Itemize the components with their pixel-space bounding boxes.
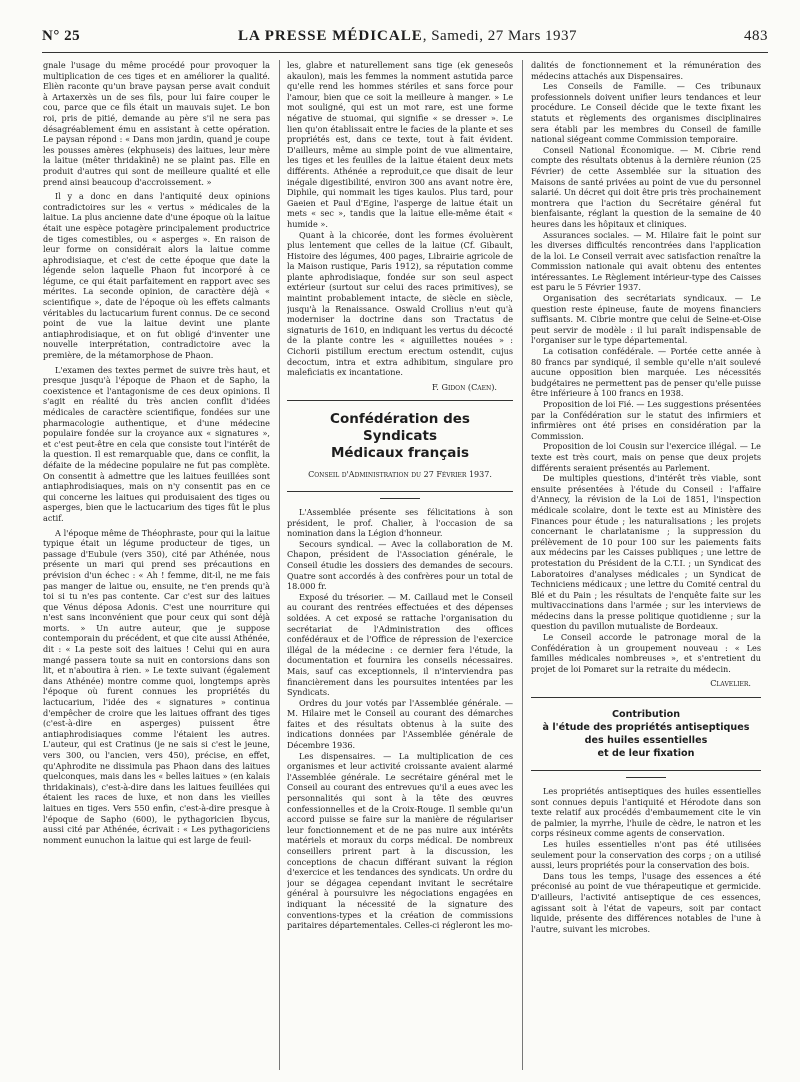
paragraph: Secours syndical. — Avec la collaboration de M. Chapon, président de l'Association générale, le Conseil étudie les dossiers des demandes de secours. Quatre sont accordés à des confrères pour un total de 18.000 fr.	[287, 538, 513, 592]
paragraph: Les huiles essentielles n'ont pas été utilisées seulement pour la conservation des corps ; on a utilisé aussi, leurs propriétés pour la conservation des bois.	[531, 839, 761, 871]
short-rule	[380, 498, 420, 499]
issue-date: , Samedi, 27 Mars 1937	[422, 28, 578, 44]
section-subtitle: Conseil d'Administration du 27 Février 1937.	[308, 470, 492, 480]
article-title	[536, 708, 756, 760]
article-heading-box	[531, 697, 761, 771]
paragraph: Proposition de loi Fié. — Les suggestions présentées par la Confédération sur le statut des infirmiers et infirmières ont été prises en considération par la Commission.	[531, 399, 761, 441]
paragraph: Il y a donc en dans l'antiquité deux opinions contradictoires sur les « vertus » médicales de la laitue. La plus ancienne date d'une époque où la laitue était une espèce potagère principalement productrice de tiges comestibles, ou « asperges ». En raison de leur forme on considérait alors la laitue comme aphrodisiaque, et c'est de cette époque que date la légende selon laquelle Phaon fut incorporé à ce légume, ce qui était parfaitement en rapport avec ses mérites. La seconde opinion, de caractère déjà « scientifique », date de l'époque où les effets calmants véritables du lactucarium furent connus. De ce second point de vue la laitue devint une plante antiaphrodisiaque, et on fut obligé d'inventer une nouvelle interprétation, contradictoire avec la première, de la métamorphose de Phaon.	[43, 191, 270, 361]
column-rule-right	[522, 60, 523, 1070]
article-title-line-3: des huiles essentielles	[584, 735, 708, 747]
article-signature: Clavelier.	[710, 678, 751, 689]
paragraph: Assurances sociales. — M. Hilaire fait le point sur les diverses difficultés rencontrées dans l'application de la loi. Le Conseil verrait avec satisfaction renaître la Commission nationale qui avait obtenu des ententes intéressantes. Le Règlement intérieur-type des Caisses est paru le 5 Février 1937.	[531, 229, 761, 293]
section-title-line-1: Confédération des Syndicats	[330, 411, 470, 445]
issue-number: N° 25	[42, 28, 81, 44]
paragraph: Le Conseil accorde le patronage moral de la Confédération à un groupement nouveau : « Les familles médicales nombreuses », et s'entretient du projet de loi Pomaret sur la retraite du médecin.	[531, 632, 761, 674]
article-title-line-4: et de leur fixation	[597, 748, 695, 760]
section-title-line-2: Médicaux français	[330, 445, 470, 462]
paragraph: Ordres du jour votés par l'Assemblée générale. — M. Hilaire met le Conseil au courant des démarches faites et des résultats obtenus à la suite des indications données par l'Assemblée générale de Décembre 1936.	[287, 697, 513, 751]
running-header	[42, 28, 768, 53]
journal-title: LA PRESSE MÉDICALE	[238, 28, 423, 44]
paragraph: Conseil National Économique. — M. Cibrie rend compte des résultats obtenus à la dernière réunion (25 Février) de cette Assemblée sur la situation des Maisons de santé privées au point de vue du personnel salarié. Un décret qui doit être pris très prochainement montrera que l'action du Secrétaire général fut bienfaisante, réglant la question de la semaine de 40 heures dans les hôpitaux et cliniques.	[531, 144, 761, 229]
paragraph: Dans tous les temps, l'usage des essences a été préconisé au point de vue thérapeutique et germicide. D'ailleurs, l'activité antiseptique de ces essences, agissant soit à l'état de vapeurs, soit par contact liquide, présente des différences notables de l'une à l'autre, suivant les microbes.	[531, 870, 761, 934]
article-title-line-2: à l'étude des propriétés antiseptiques	[542, 722, 750, 734]
paragraph: De multiples questions, d'intérêt très viable, sont ensuite présentées à l'étude du Conseil : l'affaire d'Annecy, la révision de la Loi de 1851, l'inspection médicale scolaire, dont le texte est au Ministère des Finances pour étude ; les naturalisations ; les projets concernant le charlatanisme ; la suppression du prélèvement de 10 pour 100 sur les paiements faits aux médecins par les Caisses publiques ; une lettre de protestation du Président de la C.T.I. ; un Syndicat des Laboratoires d'analyses médicales ; un Syndicat de Techniciens médicaux ; une lettre du Comité central du Blé et du Pain ; les résultats de l'enquête faite sur les multivaccinations dans l'armée ; sur les interviews de médecins dans la presse politique quotidienne ; sur la question du pavillon mutualiste de Bordeaux.	[531, 473, 761, 632]
paragraph: Organisation des secrétariats syndicaux. — Le question reste épineuse, faute de moyens financiers suffisants. M. Cibrie montre que celui de Seine-et-Oise peut servir de modèle : il lui paraît indispensable de l'organiser sur le type départemental.	[531, 293, 761, 346]
paragraph: La cotisation confédérale. — Portée cette année à 80 francs par syndiqué, il semble qu'elle n'ait soulevé aucune opposition bien marquée. Les nécessités budgétaires ne permettent pas de penser qu'elle puisse être inférieure à 100 francs en 1938.	[531, 346, 761, 399]
column-rule-left	[279, 60, 280, 1070]
paragraph: Exposé du trésorier. — M. Caillaud met le Conseil au courant des rentrées effectuées et des dépenses soldées. A cet exposé se rattache l'organisation du secrétariat de l'Administration des offices confédéraux et de l'Office de répression de l'exercice illégal de la médecine : ce dernier fera l'étude, la documentation et fournira les conseils nécessaires. Mais, sauf cas exceptionnels, il n'interviendra pas financièrement dans les poursuites intentées par les Syndicats.	[287, 591, 513, 698]
column-2	[287, 60, 513, 1070]
column-1	[43, 60, 270, 1070]
column-3	[531, 60, 761, 1070]
journal-title-line	[238, 28, 577, 45]
paragraph: Proposition de loi Cousin sur l'exercice illégal. — Le texte est très court, mais on pense que deux projets différents seraient présentés au Parlement.	[531, 441, 761, 473]
paragraph: Les dispensaires. — La multiplication de ces organismes et leur activité croissante avaient alarmé l'Assemblée générale. Le secrétaire général met le Conseil au courant des entrevues qu'il a eues avec les personnalités qui sont à la tête des œuvres confessionnelles et de la Croix-Rouge. Il semble qu'un accord puisse se faire sur la manière de régulariser leur fonctionnement et de ne pas nuire aux intérêts matériels et moraux du corps médical. De nombreux conseillers prirent part à la discussion, les conceptions de chacun différant suivant la région d'exercice et les tendances des syndicats. Un ordre du jour se dégagea cependant invitant le secrétaire général à poursuivre les négociations engagées en indiquant la nécessité de la signature des conventions-types et la création de commissions paritaires départementales. Celles-ci régleront les mo-	[287, 750, 513, 931]
paragraph: Les Conseils de Famille. — Ces tribunaux professionnels doivent unifier leurs tendances et leur procédure. Le Conseil décide que le texte fixant les statuts et règlements des organismes disciplinaires sera établi par les membres du Conseil de famille national siégeant comme Commission temporaire.	[531, 81, 761, 145]
paragraph: les, glabre et naturellement sans tige (ek geneseôs akaulon), mais les femmes la nomment astutida parce qu'elle rend les hommes stériles et sans force pour l'amour, bien que ce soit la meilleure à manger. » Le mot souligné, qui est un mot rare, est une forme négative de stuomai, qui signifie « se dresser ». Le lien qu'on établissait entre le facies de la plante et ses propriétés est, dans ce texte, tout à fait évident. D'ailleurs, même au simple point de vue alimentaire, les tiges et les feuilles de la laitue étaient deux mets différents. Athénée a reproduit,ce que disait de leur inégale digestibilité, environ 300 ans avant notre ère, Diphile, qui nommait les tiges kaulos. Plus tard, pour Gaeien et Paul d'Egine, l'asperge de laitue était un mets « sec », tandis que la laitue elle-même était « humide ».	[287, 60, 513, 229]
paragraph: dalités de fonctionnement et la rémunération des médecins attachés aux Dispensaires.	[531, 60, 761, 81]
section-heading-box	[287, 400, 513, 492]
paragraph: L'examen des textes permet de suivre très haut, et presque jusqu'à l'époque de Phaon et de Sapho, la coexistence et l'antagonisme de ces deux opinions. Il s'agit en réalité du très ancien conflit d'idées médicales de caractère scientifique, fondées sur une pharmacologie authentique, et d'une médecine populaire fondée sur la croyance aux « signatures », et c'est peut-être en cela que consiste tout l'intérêt de la question. Il est remarquable que, dans ce conflit, la défaite de la médecine populaire ne fut pas complète. On consentit à admettre que les laitues feuillées sont antiaphrodisiaques, mais on n'y consentit pas en ce qui concerne les laitues qui produisaient des tiges ou asperges, bien que le lactucarium des tiges fût le plus actif.	[43, 364, 270, 523]
short-rule	[626, 777, 666, 778]
page-number: 483	[744, 28, 768, 44]
section-title	[292, 411, 508, 462]
article-signature: F. Gidon (Caen).	[431, 381, 497, 392]
paragraph: Quant à la chicorée, dont les formes évoluèrent plus lentement que celles de la laitue (Cf. Gibault, Histoire des légumes, 400 pages, Librairie agricole de la Maison rustique, Paris 1912), sa réputation comme plante aphrodisiaque, fondée sur son seul aspect extérieur (surtout sur celui des races primitives), se maintint probablement intacte, de siècle en siècle, jusqu'à la Renaissance. Oswald Crollius n'eut qu'à moderniser la doctrine dans son Tractatus de signaturis de 1610, en indiquant les vertus du décocté de la plante contre les « aiguillettes nouées » : Cichorii pistillum erectum erectum ostendit, cujus decoctum, intra et extra adhibitum, singulare pro maleficiatis ex incantatione.	[287, 229, 513, 378]
paragraph: A l'époque même de Théophraste, pour qui la laitue typique était un légume producteur de tiges, un passage d'Eubule (vers 350), cité par Athénée, nous présente un mari qui prend ses précautions en prévision d'un échec : « Ah ! femme, dit-il, ne me fais pas manger de laitue ou, ensuite, ne t'en prends qu'à toi si tu n'es pas contente. Car c'est sur des laitues que Vénus déposa Adonis. C'est une nourriture qui n'est sans inconvénient que pour ceux qui sont déjà morts. » Un autre auteur, que je suppose contemporain du précédent, et que cite aussi Athénée, dit : « La peste soit des laitues ! Celui qui en aura mangé passera toute sa nuit en contorsions dans son lit, et n'aboutira à rien. » Le texte suivant (également dans Athénée) montre comme quoi, longtemps après l'époque où furent connues les propriétés du lactucarium, l'idée des « signatures » continua d'empêcher de croire que les laitues offrant des tiges (c'est-à-dire en asperges) puissent être antiaphrodisiaques comme l'étaient les autres. L'auteur, qui est Cratinus (je ne sais si c'est le jeune, vers 300, ou l'ancien, vers 450), précise, en effet, qu'Aphrodite ne dissimula pas Phaon dans des laitues quelconques, mais dans les « belles laitues » (en kalais thridakinais), c'est-à-dire dans les laitues feuillées qui étaient les races de luxe, et non dans les vieilles laitues en tiges. Vers 550 enfin, c'est-à-dire presque à l'époque de Sapho (600), le pythagoricien Ibycus, aussi cité par Athénée, écrivait : « Les pythagoriciens nomment eunuchon la laitue qui est large de feuil-	[43, 527, 270, 845]
paragraph: Les propriétés antiseptiques des huiles essentielles sont connues depuis l'antiquité et Hérodote dans son texte relatif aux procédés d'embaumement cite le vin de palmier, la myrrhe, l'huile de cèdre, le natron et les corps résineux comme agents de conservation.	[531, 786, 761, 839]
paragraph: L'Assemblée présente ses félicitations à son président, le prof. Chalier, à l'occasion de sa nomination dans la Légion d'honneur.	[287, 507, 513, 539]
article-title-line-1: Contribution	[611, 709, 681, 721]
paragraph: gnale l'usage du même procédé pour provoquer la multiplication de ces tiges et en améliorer la qualité. Elièn raconte qu'un brave paysan perse avait conduit à Artaxerxès un de ses fils, pour lui faire couper le cou, parce que ce fils était un mauvais sujet. Le bon roi, pris de pitié, demande au père s'il ne sera pas désagréablement ému en assistant à cette opération. Le paysan répond : « Dans mon jardin, quand je coupe les pousses amères (ekphuseis) des laitues, leur mère la laitue (mêter thridakinê) ne se plaint pas. Elle en produit d'autres qui sont de meilleure qualité et elle prend ainsi beaucoup d'accroissement. »	[43, 60, 270, 187]
